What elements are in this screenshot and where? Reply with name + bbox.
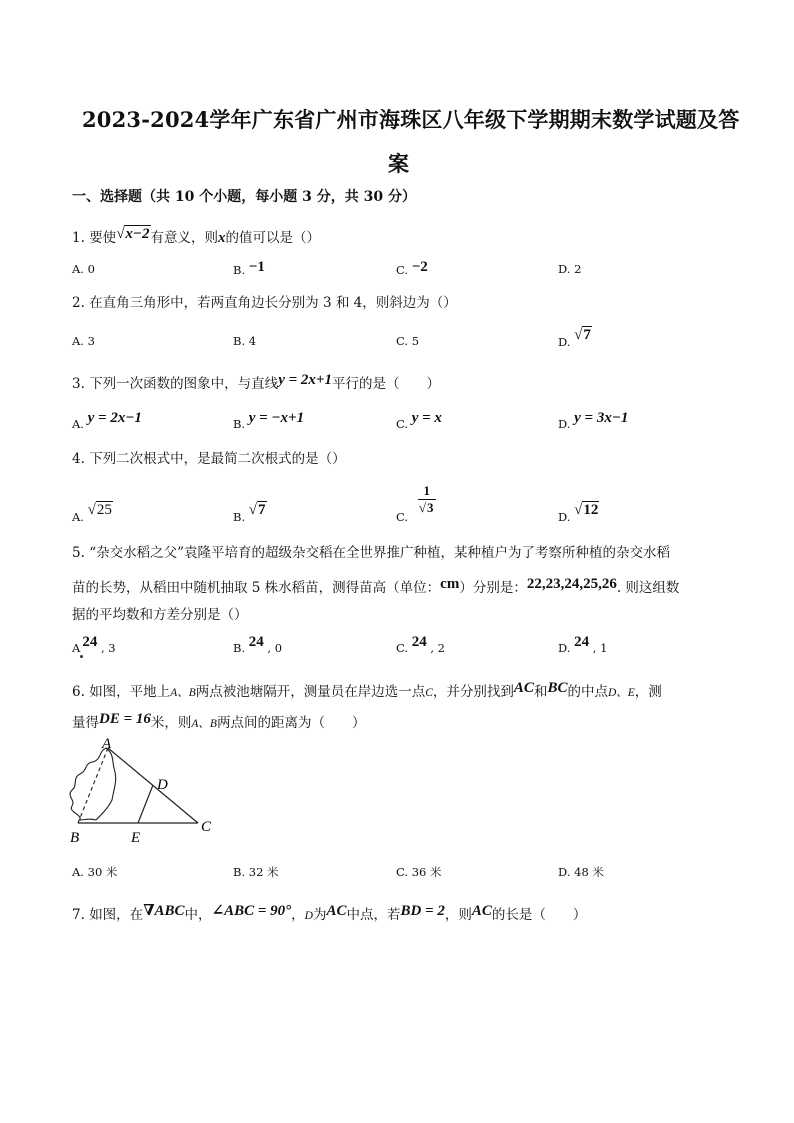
- option-label: A.: [72, 865, 84, 879]
- question-3: [72, 372, 440, 393]
- option-label: C.: [396, 510, 409, 524]
- segment: AC: [326, 903, 347, 919]
- option-b[interactable]: B. 24 , 0: [233, 634, 283, 655]
- sqrt-expression: √7: [574, 327, 591, 343]
- option-value: 30 米: [87, 865, 118, 879]
- question-text: 的长是（ ）: [491, 907, 587, 923]
- question-text: 平行的是（ ）: [331, 376, 440, 392]
- option-label: C.: [396, 865, 409, 879]
- question-text: 苗的长势，从稻田中随机抽取 5 株水稻苗，测得苗高（单位：: [72, 580, 441, 596]
- triangle-symbol: ∇ABC: [143, 903, 185, 919]
- question-text: 米，则: [150, 715, 192, 731]
- option-c[interactable]: [396, 334, 419, 348]
- section-heading: 一、选择题（共 10 个小题，每小题 3 分，共 30 分）: [72, 189, 416, 205]
- question-number: 7.: [72, 907, 85, 923]
- option-label: D.: [558, 865, 571, 879]
- denominator: √3: [418, 500, 434, 515]
- option-value: y = 2x−1: [87, 410, 142, 426]
- sqrt-expression: √25: [87, 502, 112, 518]
- question-text: 下列二次根式中，是最简二次根式的是（）: [89, 451, 346, 467]
- question-number: 4.: [72, 451, 85, 467]
- radicand: 7: [583, 327, 591, 343]
- question-text: ，: [291, 907, 305, 923]
- option-value: 3: [87, 334, 95, 348]
- question-number: 2.: [72, 295, 85, 311]
- segment: AC: [471, 903, 492, 919]
- fraction: [418, 484, 436, 516]
- question-6-line-1: [72, 680, 662, 701]
- option-label: A.: [72, 262, 84, 276]
- option-a[interactable]: [72, 262, 95, 276]
- option-d[interactable]: [558, 327, 592, 349]
- option-c[interactable]: [396, 864, 442, 880]
- option-label: B.: [233, 263, 246, 277]
- question-text: 中点，若: [346, 907, 401, 923]
- pond-triangle-figure: [62, 734, 222, 846]
- option-label: C.: [396, 263, 409, 277]
- option-label: D.: [558, 510, 571, 524]
- option-a[interactable]: [72, 334, 95, 348]
- option-d[interactable]: [558, 262, 581, 276]
- question-text: ，则: [444, 907, 472, 923]
- page-title: 2023-2024学年广东省广州市海珠区八年级下学期期末数学试题及答: [82, 107, 740, 132]
- option-label: B.: [233, 641, 246, 655]
- sqrt-expression: √7: [248, 502, 266, 518]
- option-value: y = 3x−1: [574, 410, 629, 426]
- option-label: A.: [72, 417, 84, 431]
- option-a[interactable]: [72, 410, 142, 431]
- option-value: 36 米: [411, 865, 442, 879]
- option-a[interactable]: A 24 , 3: [72, 634, 116, 655]
- option-value: −2: [411, 259, 428, 275]
- question-text: . 则这组数: [616, 580, 680, 596]
- equation: DE = 16: [99, 711, 151, 727]
- option-c[interactable]: [396, 483, 436, 524]
- points: A、B: [191, 718, 217, 730]
- question-text: 要使: [89, 230, 117, 246]
- variable: x: [218, 230, 226, 246]
- option-value: y = −x+1: [248, 410, 305, 426]
- sqrt-expression: √x−2: [116, 226, 150, 242]
- option-label: D.: [558, 262, 571, 276]
- option-d[interactable]: D. 24 , 1: [558, 634, 608, 655]
- option-c[interactable]: C. 24 , 2: [396, 634, 445, 655]
- option-c[interactable]: [396, 259, 428, 279]
- option-mean: 24: [574, 634, 590, 650]
- option-label: B.: [233, 334, 246, 348]
- question-text: 如图，平地上: [89, 684, 171, 700]
- option-label: D.: [558, 335, 571, 349]
- option-value: 5: [411, 334, 420, 348]
- question-7: [72, 903, 586, 924]
- points: D、E: [607, 687, 635, 699]
- option-value: 0: [87, 262, 95, 276]
- question-text: 据的平均数和方差分别是（）: [72, 607, 248, 623]
- option-label: A: [72, 641, 81, 655]
- option-b[interactable]: [233, 864, 279, 880]
- points: A、B: [170, 687, 196, 699]
- option-label: C.: [396, 417, 409, 431]
- option-label: C.: [396, 641, 409, 655]
- question-text: ）分别是：: [459, 580, 527, 596]
- segment: BC: [547, 680, 568, 696]
- option-label: B.: [233, 865, 246, 879]
- question-6-line-2: [72, 711, 365, 732]
- question-4: [72, 447, 346, 467]
- option-label: C.: [396, 334, 409, 348]
- option-label: D.: [558, 417, 571, 431]
- unit: cm: [440, 576, 460, 592]
- question-text: 下列一次函数的图象中，与直线: [89, 376, 279, 392]
- question-text: 和: [533, 684, 548, 700]
- pond-outline: [70, 748, 116, 820]
- question-text: 在直角三角形中，若两直角边长分别为 3 和 4，则斜边为（）: [89, 295, 457, 311]
- question-number: 1.: [72, 230, 85, 246]
- option-mean: 24: [248, 634, 264, 650]
- question-text: 两点被池塘隔开，测量员在岸边选一点: [195, 684, 426, 700]
- question-text: 为: [312, 907, 327, 923]
- option-a[interactable]: [72, 864, 117, 880]
- question-5-line-1: [72, 541, 670, 561]
- angle-expression: ∠ABC = 90°: [211, 903, 292, 919]
- question-number: 6.: [72, 684, 85, 700]
- option-value: −1: [248, 259, 265, 275]
- dot-mark: [80, 655, 83, 658]
- question-text: ，测: [634, 684, 662, 700]
- option-d[interactable]: [558, 864, 604, 880]
- label-c: C: [201, 819, 212, 835]
- question-text: 量得: [72, 715, 99, 731]
- option-c[interactable]: [396, 410, 442, 431]
- option-value: 2: [574, 262, 582, 276]
- option-variance: 3: [108, 641, 116, 655]
- label-a: A: [102, 736, 112, 752]
- label-d: D: [157, 777, 168, 793]
- question-text: 两点间的距离为（ ）: [216, 715, 366, 731]
- option-label: B.: [233, 417, 246, 431]
- radicand: 25: [96, 502, 112, 518]
- label-b: B: [70, 830, 80, 846]
- option-b[interactable]: [233, 410, 305, 431]
- option-value: y = x: [411, 410, 442, 426]
- option-d[interactable]: [558, 502, 599, 524]
- label-e: E: [131, 830, 141, 846]
- option-variance: 2: [437, 641, 445, 655]
- question-1: [72, 226, 320, 247]
- segment: AC: [513, 680, 534, 696]
- radicand: 7: [258, 502, 266, 518]
- question-number: 5.: [72, 545, 85, 561]
- point: D: [304, 910, 313, 922]
- option-label: A.: [72, 510, 84, 524]
- radicand: 12: [583, 502, 599, 518]
- option-d[interactable]: [558, 410, 629, 431]
- equation: BD = 2: [400, 903, 445, 919]
- equation: y = 2x+1: [278, 372, 332, 388]
- option-label: D.: [558, 641, 571, 655]
- option-b[interactable]: [233, 334, 256, 348]
- segment-de: [138, 785, 153, 823]
- question-2: [72, 291, 457, 311]
- option-variance: 1: [600, 641, 608, 655]
- option-value: 32 米: [248, 865, 279, 879]
- numerator: 1: [423, 483, 430, 498]
- question-text: 的中点: [567, 684, 608, 700]
- question-5-line-2: [72, 576, 679, 597]
- question-text: ，并分别找到: [432, 684, 514, 700]
- sqrt-expression: √12: [574, 502, 599, 518]
- option-variance: 0: [274, 641, 283, 655]
- point: C: [425, 687, 433, 699]
- option-b[interactable]: [233, 502, 267, 524]
- radicand: 3: [427, 500, 434, 515]
- data-values: 22,23,24,25,26: [526, 576, 617, 592]
- option-mean: 24: [82, 634, 98, 650]
- option-mean: 24: [411, 634, 427, 650]
- question-text: 的值可以是（）: [225, 230, 321, 246]
- option-a[interactable]: [72, 502, 113, 524]
- question-text: 中，: [184, 907, 212, 923]
- option-value: 48 米: [574, 865, 604, 879]
- question-text: 有意义，则: [150, 230, 219, 246]
- radicand: x−2: [125, 226, 150, 242]
- question-text: “杂交水稻之父”袁隆平培育的超级杂交稻在全世界推广种植，某种植户为了考察所种植的杂交水稻: [89, 545, 670, 561]
- option-label: A.: [72, 334, 84, 348]
- question-number: 3.: [72, 376, 85, 392]
- question-5-line-3: [72, 603, 248, 623]
- option-b[interactable]: [233, 259, 265, 279]
- page-title-continued: 案: [388, 151, 410, 176]
- option-label: B.: [233, 510, 246, 524]
- question-text: 如图，在: [89, 907, 144, 923]
- option-value: 4: [248, 334, 257, 348]
